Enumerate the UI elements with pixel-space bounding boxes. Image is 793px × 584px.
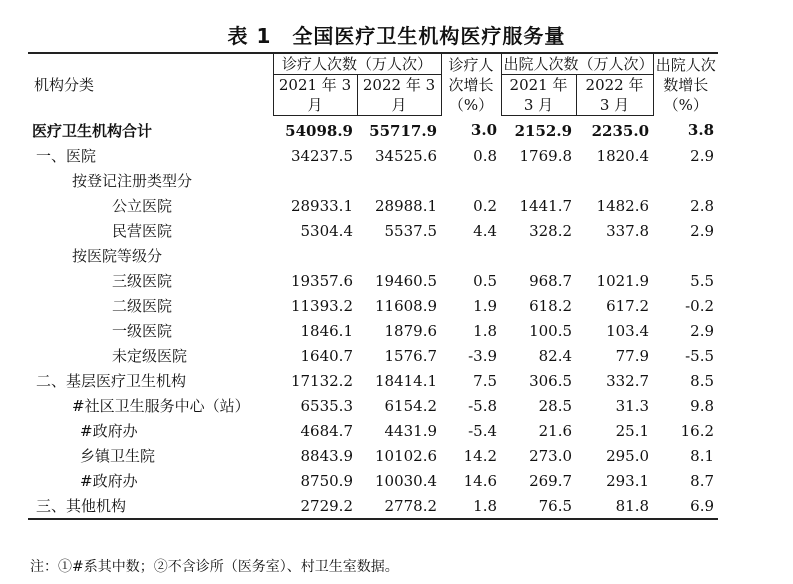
visits-2021-cell: 11393.2: [290, 296, 353, 315]
visits-2021-cell: 8750.9: [300, 471, 353, 490]
visits-2022-cell: 10030.4: [374, 471, 438, 490]
row-label: 三级医院: [112, 272, 173, 290]
inpatient-2021-cell: 269.7: [529, 471, 573, 490]
visits-2022-cell: 19460.5: [374, 271, 438, 290]
visits-2022-cell: 34525.6: [374, 146, 438, 165]
row-label: #政府办: [80, 472, 138, 490]
inpatient-growth-cell: [653, 168, 718, 193]
visits-growth-cell: 4.4: [473, 221, 498, 240]
row-label: 乡镇卫生院: [80, 447, 156, 465]
visits-2022-cell: 2778.2: [357, 493, 441, 519]
table-row: [28, 418, 718, 443]
inpatient-2021-cell: 328.2: [529, 221, 573, 240]
inpatient-2022-cell: 1820.4: [596, 146, 650, 165]
inpatient-2021-cell: 273.0: [529, 446, 573, 465]
visits-growth-cell: -5.4: [468, 421, 498, 440]
visits-2022-cell: 4431.9: [384, 421, 438, 440]
table-row: [28, 393, 718, 418]
inpatient-2021-cell: 1441.7: [519, 196, 573, 215]
inpatient-growth-cell: 8.1: [690, 446, 715, 465]
table-row: [28, 193, 718, 218]
inpatient-2021-cell: 76.5: [501, 493, 576, 519]
table-row: [28, 293, 718, 318]
table-footnote: 注：①#系其中数；②不含诊所（医务室）、村卫生室数据。: [30, 559, 399, 575]
visits-growth-cell: 14.6: [463, 471, 498, 490]
visits-2021-cell: 34237.5: [290, 146, 353, 165]
table-row: [28, 318, 718, 343]
inpatient-2022-cell: 31.3: [615, 396, 650, 415]
header-visits-2022: 2022 年 3 月: [357, 75, 441, 116]
row-label: 按登记注册类型分: [72, 172, 193, 190]
inpatient-growth-cell: 16.2: [680, 421, 715, 440]
visits-growth-cell: [441, 168, 501, 193]
medical-service-table: [28, 52, 718, 520]
inpatient-2022-cell: 2235.0: [591, 121, 650, 140]
inpatient-growth-cell: 2.9: [690, 221, 715, 240]
visits-2021-cell: 8843.9: [300, 446, 353, 465]
row-label: 未定级医院: [112, 347, 188, 365]
inpatient-growth-cell: -0.2: [685, 296, 715, 315]
visits-2021-cell: 2729.2: [273, 493, 357, 519]
inpatient-2022-cell: 1021.9: [596, 271, 650, 290]
row-label: 按医院等级分: [72, 247, 163, 265]
table-row: [28, 218, 718, 243]
table-row: [28, 468, 718, 493]
row-label: 公立医院: [112, 197, 173, 215]
inpatient-growth-cell: 8.7: [690, 471, 715, 490]
visits-growth-cell: 14.2: [463, 446, 498, 465]
table-row: [28, 368, 718, 393]
visits-2021-cell: [273, 243, 357, 268]
inpatient-2021-cell: [501, 243, 576, 268]
row-label: 民营医院: [112, 222, 173, 240]
visits-2021-cell: 1846.1: [300, 321, 353, 340]
header-inpatient-growth: 出院人次数增长（%）: [653, 53, 718, 116]
visits-2022-cell: 1879.6: [384, 321, 438, 340]
row-label: 一级医院: [112, 322, 173, 340]
table-row: [28, 268, 718, 293]
inpatient-2022-cell: 1482.6: [596, 196, 650, 215]
visits-2022-cell: 6154.2: [384, 396, 438, 415]
visits-2022-cell: 10102.6: [374, 446, 438, 465]
visits-growth-cell: 0.2: [473, 196, 498, 215]
row-label: #政府办: [80, 422, 138, 440]
inpatient-2022-cell: 617.2: [606, 296, 650, 315]
inpatient-2021-cell: 21.6: [538, 421, 573, 440]
inpatient-2021-cell: 306.5: [529, 371, 573, 390]
row-label: 二级医院: [112, 297, 173, 315]
table-row: [28, 243, 718, 268]
visits-2022-cell: 28988.1: [374, 196, 438, 215]
table-row: [28, 143, 718, 168]
inpatient-growth-cell: 6.9: [653, 493, 718, 519]
inpatient-2022-cell: [576, 168, 653, 193]
inpatient-2021-cell: 100.5: [529, 321, 573, 340]
visits-2021-cell: 19357.6: [290, 271, 353, 290]
header-visits-2021: 2021 年 3 月: [273, 75, 357, 116]
table-row: [28, 116, 718, 144]
visits-growth-cell: [441, 243, 501, 268]
table-row: [28, 343, 718, 368]
header-inpatient-2021: 2021 年 3 月: [501, 75, 576, 116]
inpatient-2021-cell: 82.4: [538, 346, 573, 365]
visits-2022-cell: 55717.9: [369, 121, 438, 140]
inpatient-2021-cell: 968.7: [529, 271, 573, 290]
inpatient-growth-cell: 9.8: [690, 396, 715, 415]
inpatient-2022-cell: 337.8: [606, 221, 650, 240]
row-label: #社区卫生服务中心（站）: [72, 397, 250, 415]
visits-2021-cell: [273, 168, 357, 193]
inpatient-2022-cell: 25.1: [615, 421, 650, 440]
inpatient-growth-cell: 5.5: [690, 271, 715, 290]
table-row: [28, 168, 718, 193]
visits-2022-cell: 18414.1: [374, 371, 438, 390]
visits-2021-cell: 54098.9: [285, 121, 353, 140]
visits-2022-cell: 11608.9: [374, 296, 438, 315]
visits-growth-cell: 0.5: [473, 271, 498, 290]
inpatient-2021-cell: 2152.9: [514, 121, 573, 140]
inpatient-growth-cell: [653, 243, 718, 268]
header-category: 机构分类: [28, 53, 273, 116]
inpatient-growth-cell: -5.5: [685, 346, 715, 365]
header-inpatient-2022: 2022 年 3 月: [576, 75, 653, 116]
inpatient-2022-cell: 103.4: [606, 321, 650, 340]
visits-2021-cell: 1640.7: [300, 346, 353, 365]
inpatient-growth-cell: 2.8: [690, 196, 715, 215]
visits-growth-cell: 3.0: [470, 121, 498, 140]
row-label: 一、医院: [36, 147, 97, 165]
inpatient-2022-cell: 81.8: [576, 493, 653, 519]
inpatient-growth-cell: 2.9: [690, 321, 715, 340]
row-label: 二、基层医疗卫生机构: [36, 372, 187, 390]
visits-growth-cell: 1.8: [473, 321, 498, 340]
inpatient-2021-cell: [501, 168, 576, 193]
inpatient-2021-cell: 1769.8: [519, 146, 573, 165]
table-title: 表 1 全国医疗卫生机构医疗服务量: [227, 24, 566, 48]
header-visits-growth: 诊疗人次增长（%）: [441, 53, 501, 116]
inpatient-2021-cell: 618.2: [529, 296, 573, 315]
row-label: 三、其他机构: [28, 493, 273, 519]
inpatient-2022-cell: 332.7: [606, 371, 650, 390]
inpatient-growth-cell: 3.8: [687, 121, 715, 140]
inpatient-2022-cell: 77.9: [615, 346, 650, 365]
table-row: [28, 493, 718, 519]
visits-2022-cell: 1576.7: [384, 346, 438, 365]
inpatient-growth-cell: 2.9: [690, 146, 715, 165]
visits-growth-cell: 1.9: [473, 296, 498, 315]
inpatient-2022-cell: 293.1: [606, 471, 650, 490]
visits-2021-cell: 4684.7: [300, 421, 353, 440]
visits-2022-cell: [357, 168, 441, 193]
visits-2021-cell: 6535.3: [300, 396, 353, 415]
row-label: 医疗卫生机构合计: [32, 121, 153, 140]
header-visits-group: 诊疗人次数（万人次）: [273, 53, 441, 75]
inpatient-2021-cell: 28.5: [538, 396, 573, 415]
inpatient-growth-cell: 8.5: [690, 371, 715, 390]
visits-growth-cell: 1.8: [441, 493, 501, 519]
visits-2022-cell: [357, 243, 441, 268]
visits-growth-cell: 7.5: [473, 371, 498, 390]
visits-2021-cell: 17132.2: [290, 371, 353, 390]
inpatient-2022-cell: 295.0: [606, 446, 650, 465]
visits-growth-cell: -5.8: [468, 396, 498, 415]
visits-2021-cell: 28933.1: [290, 196, 353, 215]
header-inpatient-group: 出院人次数（万人次）: [501, 53, 653, 75]
visits-growth-cell: 0.8: [473, 146, 498, 165]
table-row: [28, 443, 718, 468]
inpatient-2022-cell: [576, 243, 653, 268]
visits-growth-cell: -3.9: [468, 346, 498, 365]
visits-2022-cell: 5537.5: [384, 221, 438, 240]
visits-2021-cell: 5304.4: [300, 221, 353, 240]
